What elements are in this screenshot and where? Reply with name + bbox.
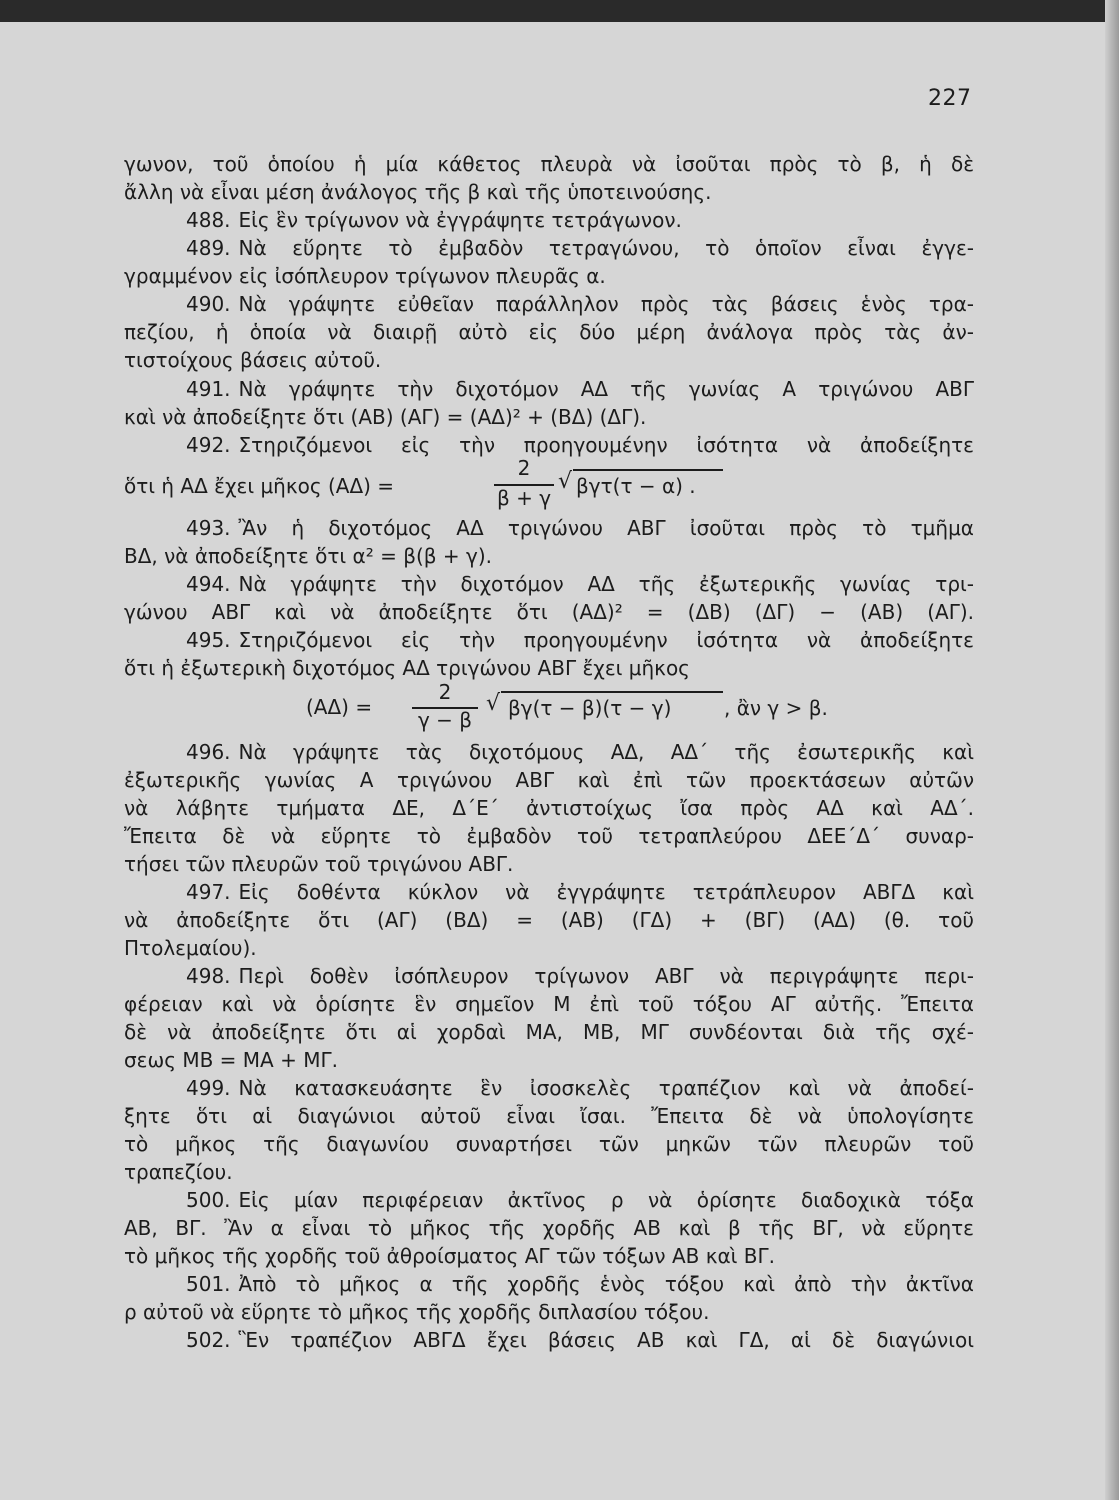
text-line: ὅτι ἡ ἐξωτερικὴ διχοτόμος ΑΔ τριγώνου ΑΒΓ ἔχει μῆκος bbox=[124, 656, 690, 680]
exercise-502 bbox=[186, 1328, 974, 1352]
text-line: ΒΔ, νὰ ἀποδείξητε ὅτι α² = β(β + γ). bbox=[124, 544, 493, 568]
exercise-number: 494. bbox=[186, 572, 231, 596]
text-line: γώνου ΑΒΓ καὶ νὰ ἀποδείξητε ὅτι (ΑΔ)² = (ΔΒ) (ΔΓ) − (ΑΒ) (ΑΓ). bbox=[124, 600, 974, 624]
scan-right-shadow bbox=[1105, 0, 1119, 1500]
text-line: τὸ μῆκος τῆς χορδῆς τοῦ ἀθροίσματος ΑΓ τῶν τόξων ΑΒ καὶ ΒΓ. bbox=[124, 1244, 776, 1268]
exercise-number: 498. bbox=[186, 964, 231, 988]
fraction-denominator: γ − β bbox=[417, 708, 473, 732]
exercise-number: 496. bbox=[186, 740, 231, 764]
radical-sign: √ bbox=[558, 469, 573, 494]
text-line: γραμμένον εἰς ἰσόπλευρον τρίγωνον πλευρᾶς α. bbox=[124, 264, 606, 288]
text-line: Νὰ γράψητε τὴν διχοτόμον ΑΔ τῆς ἐξωτερικῆς γωνίας τρι- bbox=[238, 572, 974, 596]
exercise-489 bbox=[186, 236, 974, 260]
text-line: ξητε ὅτι αἱ διαγώνιοι αὐτοῦ εἶναι ἴσαι. Ἔπειτα δὲ νὰ ὑπολογίσητε bbox=[124, 1104, 974, 1128]
text-line: Νὰ γράψητε εὐθεῖαν παράλληλον πρὸς τὰς βάσεις ἑνὸς τρα- bbox=[238, 292, 974, 316]
formula-492-radicand: βγτ(τ − α) . bbox=[576, 474, 696, 498]
text-line: Στηριζόμενοι εἰς τὴν προηγουμένην ἰσότητα νὰ ἀποδείξητε bbox=[238, 628, 974, 652]
exercise-number: 492. bbox=[186, 433, 231, 457]
exercise-495 bbox=[186, 628, 974, 652]
text-line: φέρειαν καὶ νὰ ὁρίσητε ἓν σημεῖον Μ ἐπὶ τοῦ τόξου ΑΓ αὐτῆς. Ἔπειτα bbox=[124, 992, 974, 1016]
exercise-493 bbox=[186, 516, 974, 540]
exercise-number: 495. bbox=[186, 628, 231, 652]
text-line: Εἰς μίαν περιφέρειαν ἀκτῖνος ρ νὰ ὁρίσητε διαδοχικὰ τόξα bbox=[238, 1188, 974, 1212]
text-line: ἐξωτερικῆς γωνίας Α τριγώνου ΑΒΓ καὶ ἐπὶ τῶν προεκτάσεων αὐτῶν bbox=[124, 768, 974, 792]
page-number: 227 bbox=[928, 86, 972, 111]
exercise-number: 500. bbox=[186, 1188, 231, 1212]
exercise-491 bbox=[186, 377, 974, 401]
exercise-number: 490. bbox=[186, 292, 231, 316]
exercise-498 bbox=[186, 964, 974, 988]
text-line: Περὶ δοθὲν ἰσόπλευρον τρίγωνον ΑΒΓ νὰ περιγράψητε περι- bbox=[238, 964, 974, 988]
fraction-numerator: 2 bbox=[517, 456, 531, 480]
formula-495-radicand: βγ(τ − β)(τ − γ) bbox=[508, 696, 672, 720]
text-line: Στηριζόμενοι εἰς τὴν προηγουμένην ἰσότητα νὰ ἀποδείξητε bbox=[238, 433, 974, 457]
text-line: καὶ νὰ ἀποδείξητε ὅτι (ΑΒ) (ΑΓ) = (ΑΔ)² + (ΒΔ) (ΔΓ). bbox=[124, 405, 647, 429]
exercise-number: 501. bbox=[186, 1272, 231, 1296]
text-line: Ἀπὸ τὸ μῆκος α τῆς χορδῆς ἑνὸς τόξου καὶ ἀπὸ τὴν ἀκτῖνα bbox=[238, 1272, 974, 1296]
text-line: Νὰ γράψητε τὴν διχοτόμον ΑΔ τῆς γωνίας Α τριγώνου ΑΒΓ bbox=[238, 377, 974, 401]
formula-495-lead: (ΑΔ) = bbox=[306, 695, 373, 719]
exercise-500 bbox=[186, 1188, 974, 1212]
text-line: τὸ μῆκος τῆς διαγωνίου συναρτήσει τῶν μηκῶν τῶν πλευρῶν τοῦ bbox=[124, 1132, 974, 1156]
text-line: γωνον, τοῦ ὁποίου ἡ μία κάθετος πλευρὰ νὰ ἰσοῦται πρὸς τὸ β, ἡ δὲ bbox=[124, 152, 974, 176]
exercise-497 bbox=[186, 880, 974, 904]
text-line: Νὰ εὕρητε τὸ ἐμβαδὸν τετραγώνου, τὸ ὁποῖον εἶναι ἐγγε- bbox=[238, 236, 974, 260]
text-line: Ἔπειτα δὲ νὰ εὕρητε τὸ ἐμβαδὸν τοῦ τετραπλεύρου ΔΕΕ΄Δ΄ συναρ- bbox=[124, 824, 974, 848]
text-line: Ἓν τραπέζιον ΑΒΓΔ ἔχει βάσεις ΑΒ καὶ ΓΔ, αἱ δὲ διαγώνιοι bbox=[238, 1328, 974, 1352]
exercise-501 bbox=[186, 1272, 974, 1296]
exercise-number: 489. bbox=[186, 236, 231, 260]
formula-495-condition: , ἂν γ > β. bbox=[724, 696, 828, 720]
text-line: Νὰ κατασκευάσητε ἓν ἰσοσκελὲς τραπέζιον καὶ νὰ ἀποδεί- bbox=[238, 1076, 974, 1100]
text-line: Εἰς δοθέντα κύκλον νὰ ἐγγράψητε τετράπλευρον ΑΒΓΔ καὶ bbox=[238, 880, 974, 904]
fraction-numerator: 2 bbox=[438, 680, 452, 704]
text-line: νὰ λάβητε τμήματα ΔΕ, Δ΄Ε΄ ἀντιστοίχως ἴσα πρὸς ΑΔ καὶ ΑΔ΄. bbox=[124, 796, 974, 820]
text-line: Νὰ γράψητε τὰς διχοτόμους ΑΔ, ΑΔ΄ τῆς ἐσωτερικῆς καὶ bbox=[238, 740, 974, 764]
text-line: πεζίου, ἡ ὁποία νὰ διαιρῇ αὐτὸ εἰς δύο μέρη ἀνάλογα πρὸς τὰς ἀν- bbox=[124, 320, 974, 344]
text-line: τήσει τῶν πλευρῶν τοῦ τριγώνου ΑΒΓ. bbox=[124, 852, 514, 876]
text-line: Εἰς ἓν τρίγωνον νὰ ἐγγράψητε τετράγωνον. bbox=[238, 208, 682, 232]
formula-492-lead: ὅτι ἡ ΑΔ ἔχει μῆκος (ΑΔ) = bbox=[124, 474, 395, 498]
text-line: ἄλλη νὰ εἶναι μέση ἀνάλογος τῆς β καὶ τῆς ὑποτεινούσης. bbox=[124, 180, 712, 204]
exercise-number: 497. bbox=[186, 880, 231, 904]
text-line: ρ αὐτοῦ νὰ εὕρητε τὸ μῆκος τῆς χορδῆς διπλασίου τόξου. bbox=[124, 1300, 710, 1324]
text-line: Ἂν ἡ διχοτόμος ΑΔ τριγώνου ΑΒΓ ἰσοῦται πρὸς τὸ τμῆμα bbox=[238, 516, 974, 540]
scan-top-border bbox=[0, 0, 1119, 22]
exercise-number: 499. bbox=[186, 1076, 231, 1100]
exercise-499 bbox=[186, 1076, 974, 1100]
exercise-number: 488. bbox=[186, 208, 231, 232]
exercise-492 bbox=[186, 433, 974, 457]
radical-bar bbox=[501, 691, 723, 693]
text-line: δὲ νὰ ἀποδείξητε ὅτι αἱ χορδαὶ ΜΑ, ΜΒ, ΜΓ συνδέονται διὰ τῆς σχέ- bbox=[124, 1020, 974, 1044]
text-line: τιστοίχους βάσεις αὐτοῦ. bbox=[124, 348, 382, 372]
radical-sign: √ bbox=[486, 691, 501, 716]
exercise-number: 493. bbox=[186, 516, 231, 540]
text-line: ΑΒ, ΒΓ. Ἂν α εἶναι τὸ μῆκος τῆς χορδῆς ΑΒ καὶ β τῆς ΒΓ, νὰ εὕρητε bbox=[124, 1216, 974, 1240]
exercise-490 bbox=[186, 292, 974, 316]
exercise-488 bbox=[186, 208, 682, 232]
text-line: τραπεζίου. bbox=[124, 1160, 233, 1184]
radical-bar bbox=[573, 469, 723, 471]
exercise-494 bbox=[186, 572, 974, 596]
fraction-denominator: β + γ bbox=[496, 486, 552, 510]
exercise-number: 502. bbox=[186, 1328, 231, 1352]
text-line: σεως ΜΒ = ΜΑ + ΜΓ. bbox=[124, 1048, 338, 1072]
exercise-number: 491. bbox=[186, 377, 231, 401]
text-line: νὰ ἀποδείξητε ὅτι (ΑΓ) (ΒΔ) = (ΑΒ) (ΓΔ) + (ΒΓ) (ΑΔ) (θ. τοῦ bbox=[124, 908, 974, 932]
exercise-496 bbox=[186, 740, 974, 764]
text-line: Πτολεμαίου). bbox=[124, 936, 257, 960]
